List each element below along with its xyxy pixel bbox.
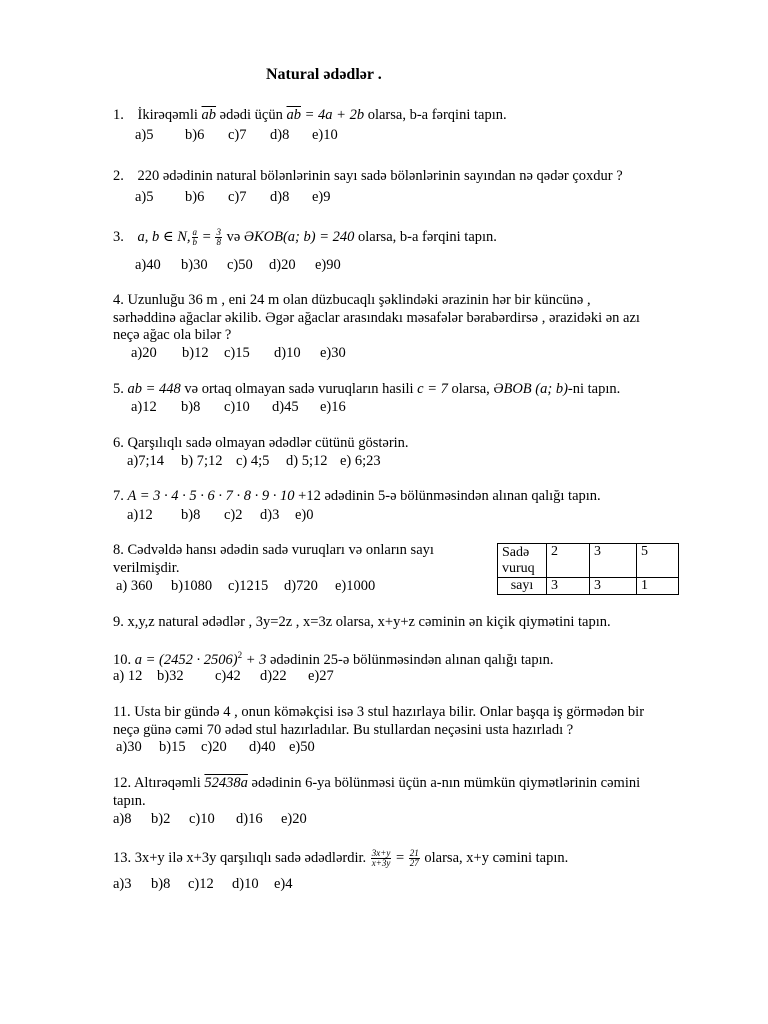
option-e: e)9 (312, 189, 331, 205)
option-e: e)4 (274, 876, 293, 892)
option-c: c)10 (189, 811, 215, 827)
option-b: b)8 (181, 399, 201, 415)
option-c: c)10 (224, 399, 250, 415)
option-d: d)10 (232, 876, 259, 892)
question-number: 7. (113, 488, 124, 504)
option-e: e) 6;23 (340, 453, 381, 469)
option-e: e)0 (295, 507, 314, 523)
math-expression: $\overline{ab}$ (201, 107, 217, 123)
option-c: c)15 (224, 345, 250, 361)
question-3 (113, 228, 497, 247)
table-header-cell: sayı (498, 578, 547, 595)
option-d: d)10 (274, 345, 301, 361)
question-10 (113, 650, 554, 669)
option-a: a)5 (135, 189, 154, 205)
option-c: c)7 (228, 189, 247, 205)
option-e: e)27 (308, 668, 334, 684)
option-a: a) 360 (116, 578, 153, 594)
option-c: c)12 (188, 876, 214, 892)
math-expression: ƏBOB (a; b) (493, 381, 568, 397)
table-cell: 3 (547, 578, 590, 595)
question-number: 10. (113, 651, 132, 668)
prime-factor-table (497, 543, 679, 595)
math-expression: + 3 (242, 651, 267, 668)
option-a: a)12 (127, 507, 153, 523)
page-title: Natural ədədlər . (266, 66, 382, 83)
exponent: 2 (237, 650, 243, 660)
option-c: c)20 (201, 739, 227, 755)
fraction-numerator: 21 (409, 848, 419, 858)
question-number: 1. (113, 107, 124, 123)
fraction-numerator: 3x+y (371, 848, 391, 858)
answer-options (131, 345, 346, 362)
table-header-cell: Sadə vuruq (498, 544, 547, 578)
question-number: 3. (113, 228, 124, 245)
fraction (371, 849, 392, 868)
option-e: e)50 (289, 739, 315, 755)
fraction (215, 228, 222, 247)
question-text: -ni tapın. (567, 381, 621, 397)
fraction-numerator: a (192, 227, 198, 237)
question-number: 2. (113, 168, 124, 184)
option-c: c)7 (228, 127, 247, 143)
question-12-line-2: tapın. (113, 793, 146, 809)
answer-options (135, 257, 341, 274)
table-cell: 1 (637, 578, 679, 595)
question-text: olarsa, (447, 381, 494, 397)
option-e: e)10 (312, 127, 338, 143)
question-6: 6. Qarşılıqlı sadə olmayan ədədlər cütünü göstərin. (113, 435, 409, 451)
table-row (498, 544, 679, 578)
option-b: b)8 (181, 507, 201, 523)
math-expression: A = 3 · 4 · 5 · 6 · 7 · 8 · 9 · 10 (127, 488, 295, 504)
math-expression: c = 7 (417, 381, 448, 397)
question-text: və ortaq olmayan sadə vuruqların hasili (180, 381, 418, 397)
option-d: d)40 (249, 739, 276, 755)
answer-options (135, 189, 331, 206)
option-a: a)30 (116, 739, 142, 755)
question-8-line-2: verilmişdir. (113, 560, 180, 576)
option-d: d)22 (260, 668, 287, 684)
table-cell: 3 (590, 544, 637, 578)
question-text: ədədinin 6-ya bölünməsi üçün a-nın mümkün qiymətlərinin cəmini (247, 775, 641, 791)
answer-options (113, 876, 293, 893)
question-4-line-1: 4. Uzunluğu 36 m , eni 24 m olan düzbucaqlı şəklindəki ərazinin hər bir küncünə , (113, 292, 591, 308)
question-13 (113, 849, 568, 868)
option-e: e)16 (320, 399, 346, 415)
option-a: a)12 (131, 399, 157, 415)
fraction (192, 228, 199, 247)
math-expression: $\overline{ab}$ (286, 107, 301, 123)
option-c: c)50 (227, 257, 253, 273)
question-text: olarsa, b-a fərqini tapın. (364, 107, 507, 123)
math-expression: = 4a + 2b (301, 107, 365, 123)
math-expression: ƏKOB(a; b) = 240 (243, 228, 355, 245)
question-text: olarsa, x+y cəmini tapın. (420, 849, 569, 866)
question-1 (113, 107, 507, 124)
answer-options (116, 578, 375, 595)
equals-sign: = (199, 228, 215, 245)
question-text: İkirəqəmli (137, 107, 202, 123)
option-b: b)6 (185, 189, 205, 205)
question-5 (113, 381, 620, 398)
option-a: a)3 (113, 876, 132, 892)
option-a: a)7;14 (127, 453, 165, 469)
answer-options (113, 811, 307, 828)
answer-options (127, 507, 314, 524)
option-b: b)1080 (171, 578, 213, 594)
table-cell: 2 (547, 544, 590, 578)
option-c: c)1215 (228, 578, 269, 594)
option-d: d)20 (269, 257, 296, 273)
question-text: ədədinin 25-ə bölünməsindən alınan qalığı tapın. (266, 651, 554, 668)
question-8-line-1: 8. Cədvəldə hansı ədədin sadə vuruqları və onların sayı (113, 542, 434, 558)
question-text: olarsa, b-a fərqini tapın. (354, 228, 497, 245)
option-e: e)20 (281, 811, 307, 827)
fraction-denominator: b (192, 237, 198, 247)
question-11-line-1: 11. Usta bir gündə 4 , onun köməkçisi isə 3 stul hazırlaya bilir. Onlar başqa iş görmədən bir (113, 704, 645, 720)
option-c: c)2 (224, 507, 243, 523)
fraction (409, 849, 420, 868)
math-expression: a = (2452 · 2506) (134, 651, 238, 668)
table-row (498, 578, 679, 595)
question-2 (113, 168, 623, 185)
option-d: d)45 (272, 399, 299, 415)
question-4-line-2: sərhəddinə ağaclar əkilib. Əgər ağaclar arasındakı məsafələr bərabərdirsə , ərazidəki ən azı (113, 310, 640, 326)
question-text: ədədi üçün (216, 107, 287, 123)
question-number: 5. (113, 381, 124, 397)
option-c: c) 4;5 (236, 453, 270, 469)
option-b: b)30 (181, 257, 208, 273)
option-a: a)8 (113, 811, 132, 827)
answer-options (131, 399, 346, 416)
equals-sign: = (392, 849, 408, 866)
option-e: e)30 (320, 345, 346, 361)
answer-options (127, 453, 381, 470)
option-d: d)3 (260, 507, 280, 523)
option-e: e)90 (315, 257, 341, 273)
option-a: a)20 (131, 345, 157, 361)
table-cell: 3 (590, 578, 637, 595)
question-text: 13. 3x+y ilə x+3y qarşılıqlı sadə ədədlərdir. (113, 849, 370, 866)
answer-options (113, 668, 334, 685)
option-b: b)8 (151, 876, 171, 892)
question-text: 220 ədədinin natural bölənlərinin sayı sadə bölənlərinin sayından nə qədər çoxdur ? (137, 168, 623, 184)
option-b: b)2 (151, 811, 171, 827)
option-a: a)40 (135, 257, 161, 273)
option-d: d)720 (284, 578, 318, 594)
option-d: d)8 (270, 189, 290, 205)
question-9: 9. x,y,z natural ədədlər , 3y=2z , x=3z olarsa, x+y+z cəminin ən kiçik qiymətini tapın. (113, 614, 611, 630)
math-expression: 52438a (204, 775, 248, 791)
option-b: b)6 (185, 127, 205, 143)
math-expression: ab = 448 (127, 381, 181, 397)
option-b: b)15 (159, 739, 186, 755)
option-c: c)42 (215, 668, 241, 684)
option-d: d) 5;12 (286, 453, 328, 469)
question-12-line-1 (113, 775, 640, 792)
fraction-numerator: 3 (216, 227, 221, 237)
question-text: 12. Altırəqəmli (113, 775, 205, 791)
question-11-line-2: neçə günə cəmi 70 ədəd stul hazırladılar. Bu stullardan neçəsini usta hazırladı ? (113, 722, 574, 738)
option-b: b)32 (157, 668, 184, 684)
question-text: +12 ədədinin 5-ə bölünməsindən alınan qalığı tapın. (294, 488, 601, 504)
option-a: a) 12 (113, 668, 143, 684)
fraction-denominator: 27 (409, 858, 419, 868)
option-a: a)5 (135, 127, 154, 143)
answer-options (116, 739, 315, 756)
fraction-denominator: 8 (216, 237, 221, 247)
question-4-line-3: neçə ağac ola bilər ? (113, 327, 232, 343)
question-7 (113, 488, 601, 505)
option-e: e)1000 (335, 578, 376, 594)
answer-options (135, 127, 338, 144)
option-b: b)12 (182, 345, 209, 361)
table-cell: 5 (637, 544, 679, 578)
option-d: d)16 (236, 811, 263, 827)
option-b: b) 7;12 (181, 453, 223, 469)
math-expression: a, b ∈ N, (137, 228, 191, 245)
fraction-denominator: x+3y (371, 858, 391, 868)
question-text: və (222, 228, 244, 245)
option-d: d)8 (270, 127, 290, 143)
